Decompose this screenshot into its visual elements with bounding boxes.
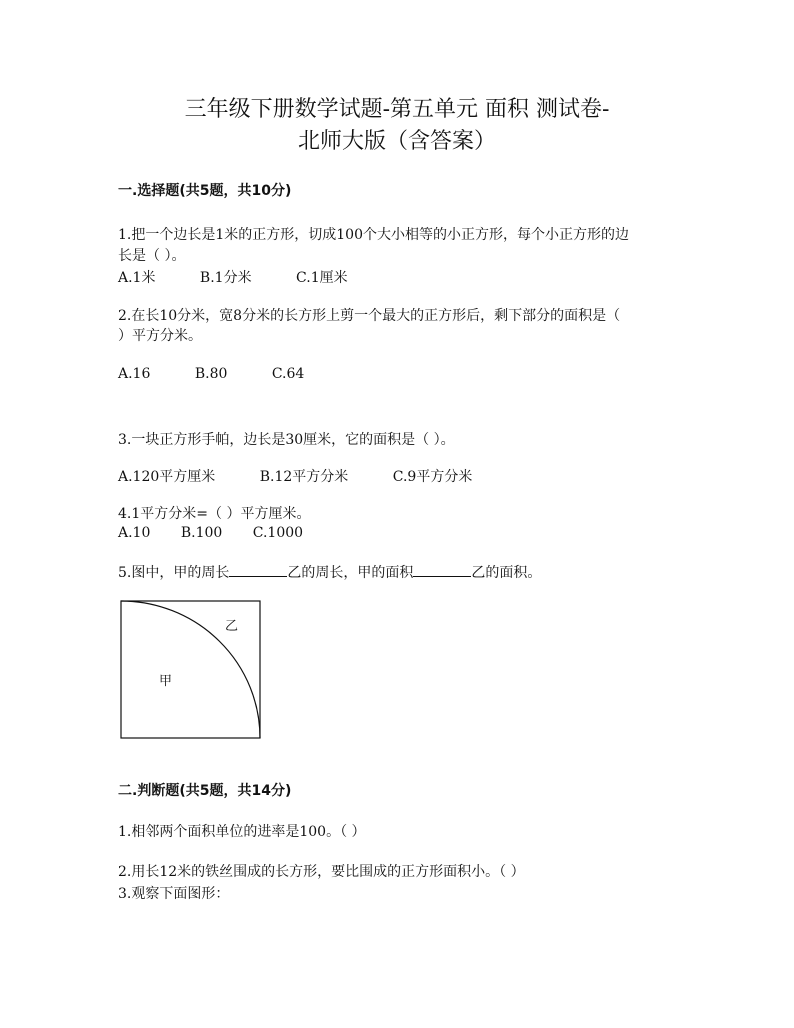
q5-text-3: 乙的面积。 [471,565,542,581]
square-outline [121,601,260,738]
question-1-line-2: 长是（ ）。 [118,248,186,264]
question-3-options [118,467,512,487]
section-heading-judge: 二.判断题(共5题，共14分) [118,783,292,799]
question-2-line-1: 2.在长10分米，宽8分米的长方形上剪一个最大的正方形后，剩下部分的面积是（ [118,308,621,324]
question-5-line [118,562,541,583]
option-b[interactable]: B.12平方分米 [259,469,349,485]
judge-question-1: 1.相邻两个面积单位的进率是100。（ ） [118,824,366,840]
option-c[interactable]: C.9平方分米 [392,469,473,485]
answer-blank-1[interactable] [229,562,287,577]
section-heading-choice: 一.选择题(共5题，共10分) [118,183,292,199]
page-title-line-1: 三年级下册数学试题-第五单元 面积 测试卷- [184,97,610,122]
square-quarter-circle-figure [119,599,263,741]
question-3-line-1: 3.一块正方形手帕，边长是30厘米，它的面积是（ ）。 [118,432,455,448]
option-a[interactable]: A.1米 [118,270,156,286]
quarter-arc [121,601,260,738]
page-title-line-2: 北师大版（含答案） [297,129,496,154]
question-4-options [118,523,343,543]
question-4-line-1: 4.1平方分米=（ ）平方厘米。 [118,506,311,522]
judge-question-2: 2.用长12米的铁丝围成的长方形，要比围成的正方形面积小。（ ） [118,864,525,880]
option-a[interactable]: A.16 [118,366,151,382]
q5-text-2: 乙的周长，甲的面积 [287,565,414,581]
question-1-options [118,268,388,288]
option-b[interactable]: B.1分米 [199,270,252,286]
option-b[interactable]: B.80 [194,366,228,382]
option-c[interactable]: C.1厘米 [296,270,348,286]
option-a[interactable]: A.120平方厘米 [118,469,216,485]
option-a[interactable]: A.10 [118,525,151,541]
question-1-line-1: 1.把一个边长是1米的正方形，切成100个大小相等的小正方形，每个小正方形的边 [118,227,629,243]
judge-question-3: 3.观察下面图形： [118,886,230,902]
option-b[interactable]: B.100 [180,525,223,541]
option-c[interactable]: C.1000 [252,525,304,541]
option-c[interactable]: C.64 [271,366,305,382]
label-yi: 乙 [225,619,239,634]
label-jia: 甲 [159,674,173,689]
answer-blank-2[interactable] [413,562,471,577]
q5-text-1: 5.图中，甲的周长 [118,565,230,581]
question-2-line-2: ）平方分米。 [118,328,202,344]
question-2-options [118,364,344,384]
